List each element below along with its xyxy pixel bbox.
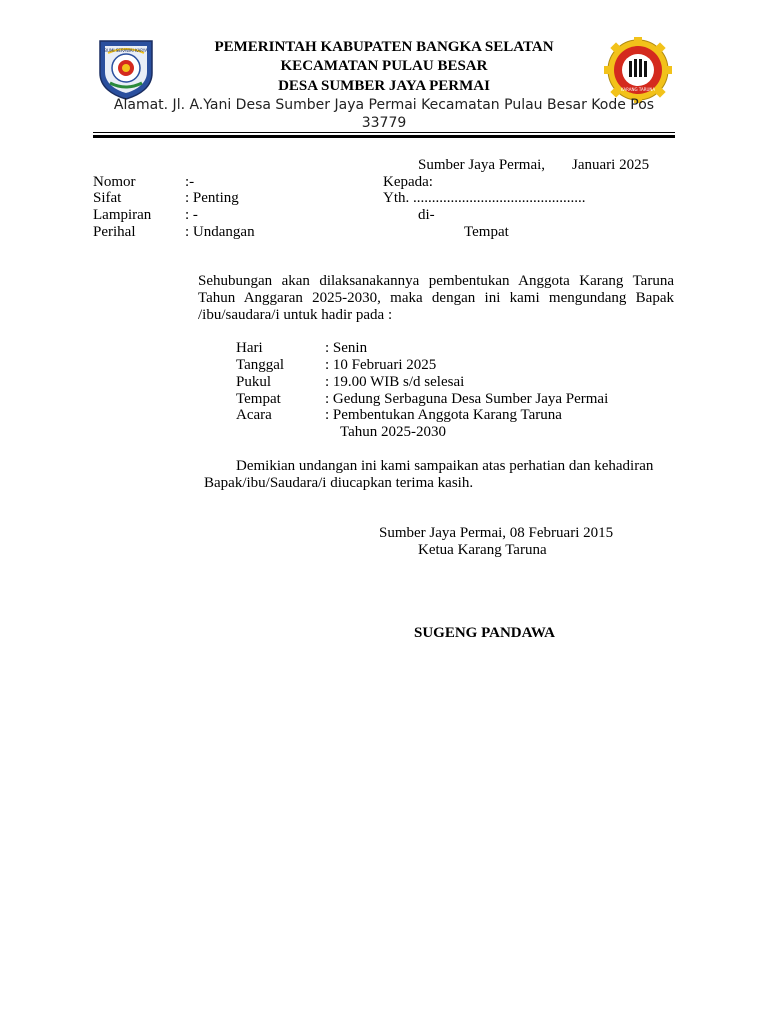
letterhead-postcode: 33779	[361, 115, 407, 131]
acara-label: Acara	[236, 407, 272, 423]
acara-value-continued: Tahun 2025-2030	[340, 424, 447, 440]
intro-paragraph: Sehubungan akan dilaksanakannya pembentukan Anggota Karang Taruna Tahun Anggaran 2025-2030, maka dengan ini kami mengundang Bapak /ibu/saudara/i untuk hadir pada :	[198, 273, 674, 323]
recipient-yth: Yth. ..............................................	[383, 190, 586, 206]
recipient-tempat: Tempat	[464, 224, 509, 240]
acara-value: : Pembentukan Anggota Karang Taruna	[325, 407, 562, 423]
signature-title: Ketua Karang Taruna	[418, 542, 547, 558]
letter-date: Januari 2025	[572, 157, 650, 173]
letterhead-address: Alamat. Jl. A.Yani Desa Sumber Jaya Permai Kecamatan Pulau Besar Kode Pos	[113, 97, 655, 113]
tempat-value: : Gedung Serbaguna Desa Sumber Jaya Permai	[325, 391, 609, 407]
lampiran-label: Lampiran	[93, 207, 152, 223]
pukul-label: Pukul	[236, 374, 272, 390]
hari-value: : Senin	[325, 340, 368, 356]
signature-place-date: Sumber Jaya Permai, 08 Februari 2015	[379, 525, 614, 541]
signature-name: SUGENG PANDAWA	[414, 625, 555, 641]
nomor-label: Nomor	[93, 174, 136, 190]
district-emblem-text: BUMI SERAWAI KARYA	[104, 48, 148, 53]
karang-taruna-logo-text: KARANG TARUNA	[620, 87, 656, 92]
letterhead-rule-thin	[93, 132, 675, 133]
perihal-value: : Undangan	[185, 224, 255, 240]
tanggal-value: : 10 Februari 2025	[325, 357, 437, 373]
sifat-label: Sifat	[93, 190, 122, 206]
district-emblem-logo	[96, 37, 156, 101]
tanggal-label: Tanggal	[236, 357, 285, 373]
tempat-label: Tempat	[236, 391, 281, 407]
perihal-label: Perihal	[93, 224, 136, 240]
letterhead-village: DESA SUMBER JAYA PERMAI	[278, 78, 490, 94]
nomor-value: :-	[185, 174, 195, 190]
hari-label: Hari	[236, 340, 263, 356]
karang-taruna-logo	[604, 37, 672, 103]
closing-line-2: Bapak/ibu/Saudara/i diucapkan terima kasih.	[204, 475, 474, 491]
closing-line-1: Demikian undangan ini kami sampaikan atas perhatian dan kehadiran	[236, 458, 654, 474]
letter-place: Sumber Jaya Permai,	[418, 157, 546, 173]
sifat-value: : Penting	[185, 190, 239, 206]
letterhead-government: PEMERINTAH KABUPATEN BANGKA SELATAN	[214, 39, 554, 55]
letterhead-district: KECAMATAN PULAU BESAR	[280, 58, 488, 74]
pukul-value: : 19.00 WIB s/d selesai	[325, 374, 465, 390]
letterhead-rule-thick	[93, 135, 675, 138]
recipient-di: di-	[418, 207, 435, 223]
lampiran-value: : -	[185, 207, 198, 223]
recipient-kepada: Kepada:	[383, 174, 433, 190]
